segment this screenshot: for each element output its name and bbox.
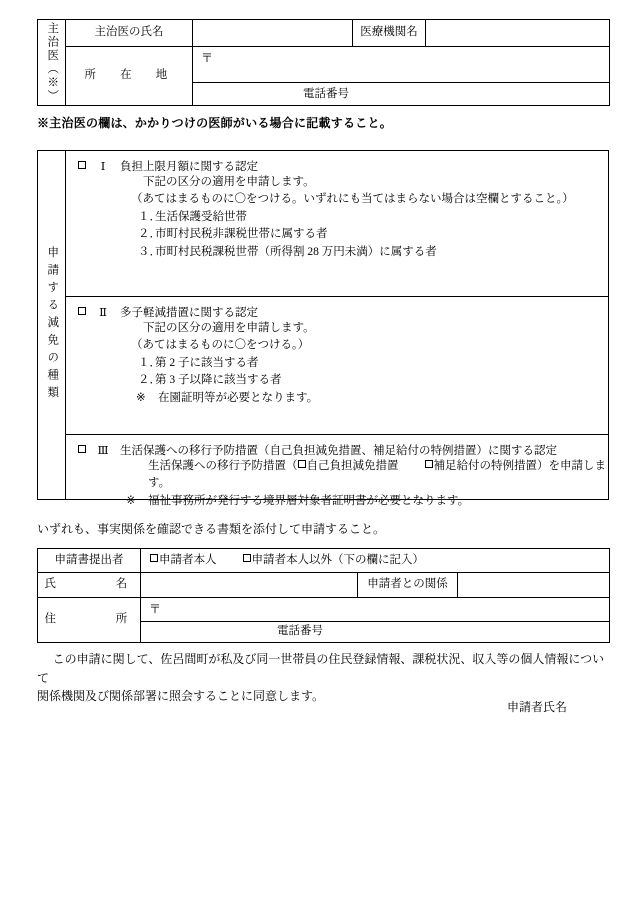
table-row (38, 549, 610, 573)
reduction-item-2-option-1[interactable] (66, 355, 608, 372)
footnote-text: 福祉事務所が発行する境界層対象者証明書が必要となります。 (148, 494, 470, 507)
reduction-item-2-title: 多子軽減措置に関する認定 (120, 307, 258, 319)
option-text: 第 3 子以降に該当する者 (155, 374, 282, 387)
submitter-option-other: 申請者本人以外（下の欄に記入） (251, 553, 424, 566)
reduction-item-3-head (66, 442, 608, 458)
doctor-phone-cell[interactable] (193, 83, 610, 106)
option-number: ３． (138, 245, 161, 258)
detail-option-1: 自己負担減免措置 (306, 460, 399, 472)
table-row (38, 573, 610, 598)
reduction-item-2 (66, 296, 608, 434)
reduction-item-3-title: 生活保護への移行予防措置（自己負担減免措置、補足給付の特例措置）に関する認定 (120, 445, 557, 457)
institution-label: 医療機関名 (353, 20, 426, 47)
checkbox-icon[interactable] (78, 445, 86, 453)
table-row (38, 20, 610, 47)
option-number: ２． (138, 374, 161, 387)
consent-line-1: この申請に関して、佐呂間町が私及び同一世帯員の住民登録情報、課税状況、収入等の個人情報について (37, 652, 605, 685)
signature-label: 申請者氏名 (506, 700, 567, 714)
submitter-label: 申請書提出者 (38, 549, 141, 573)
footnote-mark: ※ (136, 391, 146, 404)
postal-mark: 〒 (149, 602, 162, 616)
doctor-phone-label: 電話番号 (303, 88, 349, 101)
table-row (38, 47, 610, 83)
doctor-table (37, 19, 610, 106)
roman-numeral-1: Ⅰ (100, 161, 106, 173)
roman-numeral-3: Ⅲ (97, 445, 109, 457)
reduction-item-1-head (66, 158, 608, 174)
reduction-item-2-footnote (66, 390, 608, 407)
attach-note: いずれも、事実関係を確認できる書類を添付して申請すること。 (37, 522, 386, 536)
option-number: １． (138, 356, 161, 369)
relation-input[interactable] (458, 573, 610, 598)
applicant-name-label: 氏 名 (38, 573, 141, 598)
doctor-name-input[interactable] (193, 20, 353, 47)
checkbox-icon[interactable] (78, 307, 86, 315)
reduction-item-1 (66, 151, 608, 296)
doctor-note: ※主治医の欄は、かかりつけの医師がいる場合に記載すること。 (37, 116, 392, 130)
reduction-item-1-line-1: 下記の区分の適用を申請します。 (143, 176, 315, 188)
institution-input[interactable] (426, 20, 610, 47)
option-text: 市町村民税課税世帯（所得割 28 万円未満）に属する者 (155, 245, 437, 258)
applicant-phone-cell[interactable] (141, 622, 610, 643)
option-text: 第 2 子に該当する者 (155, 356, 259, 369)
applicant-phone-label: 電話番号 (277, 625, 324, 638)
postal-mark: 〒 (201, 51, 214, 65)
relation-label: 申請者との関係 (358, 573, 458, 598)
checkbox-icon[interactable] (150, 554, 158, 562)
detail-prefix: 生活保護への移行予防措置（ (148, 460, 298, 472)
reduction-item-1-option-2[interactable] (66, 226, 608, 243)
reduction-item-2-line-1: 下記の区分の適用を申請します。 (143, 322, 315, 334)
reduction-item-3-footnote (66, 493, 608, 510)
doctor-name-label: 主治医の氏名 (66, 20, 193, 47)
footnote-text: 在園証明等が必要となります。 (158, 391, 319, 404)
reduction-item-1-title: 負担上限月額に関する認定 (120, 161, 258, 173)
reduction-item-2-option-2[interactable] (66, 372, 608, 389)
option-number: ２． (138, 228, 161, 241)
reduction-side-label: 申請する減免の種類 (46, 246, 59, 404)
applicant-address-input[interactable] (141, 598, 610, 622)
applicant-address-label: 住 所 (38, 598, 141, 643)
detail-option-2: 補足給付の特例措置 (433, 460, 537, 472)
doctor-side-label: 主治医（※） (46, 22, 59, 103)
reduction-item-3 (66, 434, 608, 507)
option-number: １． (138, 210, 161, 223)
reduction-item-1-option-1[interactable] (66, 209, 608, 226)
doctor-side-label-cell (38, 20, 66, 106)
option-text: 市町村民税非課税世帯に属する者 (155, 228, 328, 241)
option-text: 生活保護受給世帯 (155, 210, 247, 223)
applicant-name-input[interactable] (141, 573, 358, 598)
checkbox-icon[interactable] (425, 460, 433, 468)
table-row (38, 598, 610, 622)
reduction-item-2-head (66, 304, 608, 320)
submitter-options-cell (141, 549, 610, 573)
reduction-item-1-line-2: （あてはまるものに〇をつける。いずれにも当てはまらない場合は空欄とすること。） (131, 193, 574, 206)
doctor-address-label: 所 在 地 (66, 47, 193, 106)
roman-numeral-2: Ⅱ (99, 307, 107, 319)
doctor-address-input[interactable] (193, 47, 610, 83)
detail-suffix: ）を申請します。 (148, 460, 606, 490)
footnote-mark: ※ (126, 494, 136, 507)
reduction-side-label-cell (38, 151, 66, 499)
reduction-item-2-line-2: （あてはまるものに〇をつける。） (131, 339, 310, 352)
reduction-type-box (37, 150, 609, 507)
submitter-option-self: 申請者本人 (159, 553, 217, 566)
consent-line-2: 関係機関及び関係部署に照会することに同意します。 (37, 689, 325, 704)
reduction-item-3-detail (66, 458, 608, 493)
applicant-table (37, 548, 610, 643)
checkbox-icon[interactable] (298, 460, 306, 468)
checkbox-icon[interactable] (243, 554, 251, 562)
reduction-item-1-option-3[interactable] (66, 244, 608, 261)
checkbox-icon[interactable] (78, 161, 86, 169)
